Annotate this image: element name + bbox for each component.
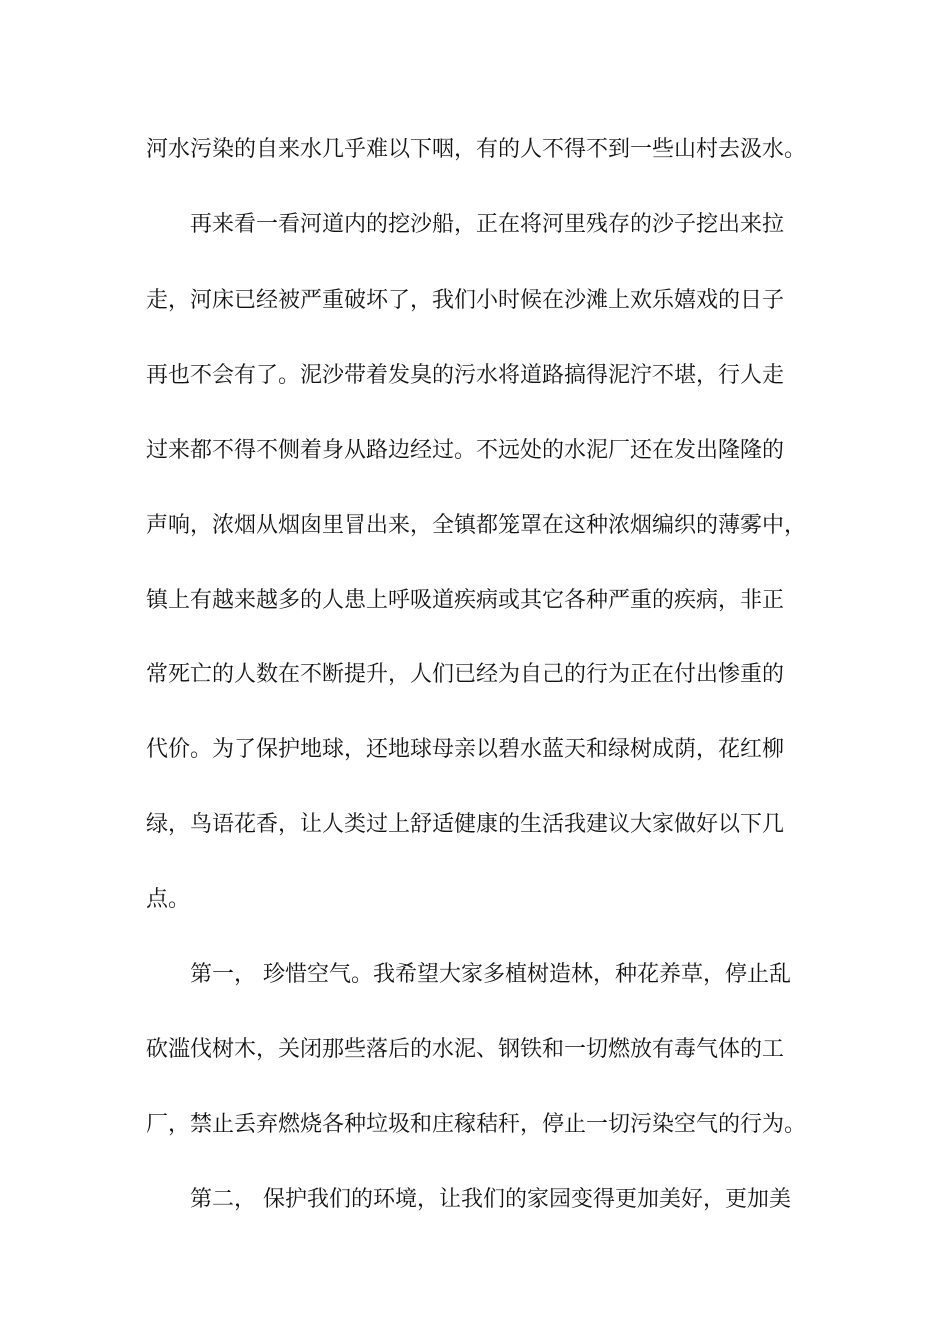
text-line: 常死亡的人数在不断提升，人们已经为自己的行为正在付出惨重的 <box>146 662 785 687</box>
text-line: 走，河床已经被严重破坏了，我们小时候在沙滩上欢乐嬉戏的日子 <box>146 288 785 313</box>
text-line: 第二， 保护我们的环境，让我们的家园变得更加美好，更加美 <box>190 1187 791 1212</box>
text-line: 再也不会有了。泥沙带着发臭的污水将道路搞得泥泞不堪，行人走 <box>146 363 785 388</box>
text-line: 砍滥伐树木，关闭那些落后的水泥、钢铁和一切燃放有毒气体的工 <box>146 1037 785 1062</box>
text-line: 厂，禁止丢弃燃烧各种垃圾和庄稼秸秆，停止一切污染空气的行为。 <box>146 1112 807 1137</box>
text-line: 第一， 珍惜空气。我希望大家多植树造林，种花养草，停止乱 <box>190 962 791 987</box>
text-line: 河水污染的自来水几乎难以下咽，有的人不得不到一些山村去汲水。 <box>146 137 807 162</box>
text-line: 过来都不得不侧着身从路边经过。不远处的水泥厂还在发出隆隆的 <box>146 438 785 463</box>
text-line: 再来看一看河道内的挖沙船，正在将河里残存的沙子挖出来拉 <box>190 212 785 237</box>
text-line: 声响，浓烟从烟囱里冒出来，全镇都笼罩在这种浓烟编织的薄雾中， <box>146 513 807 538</box>
text-line: 点。 <box>146 887 191 912</box>
text-line: 代价。为了保护地球，还地球母亲以碧水蓝天和绿树成荫，花红柳 <box>146 737 785 762</box>
text-line: 镇上有越来越多的人患上呼吸道疾病或其它各种严重的疾病，非正 <box>146 588 785 613</box>
text-line: 绿，鸟语花香，让人类过上舒适健康的生活我建议大家做好以下几 <box>146 812 785 837</box>
